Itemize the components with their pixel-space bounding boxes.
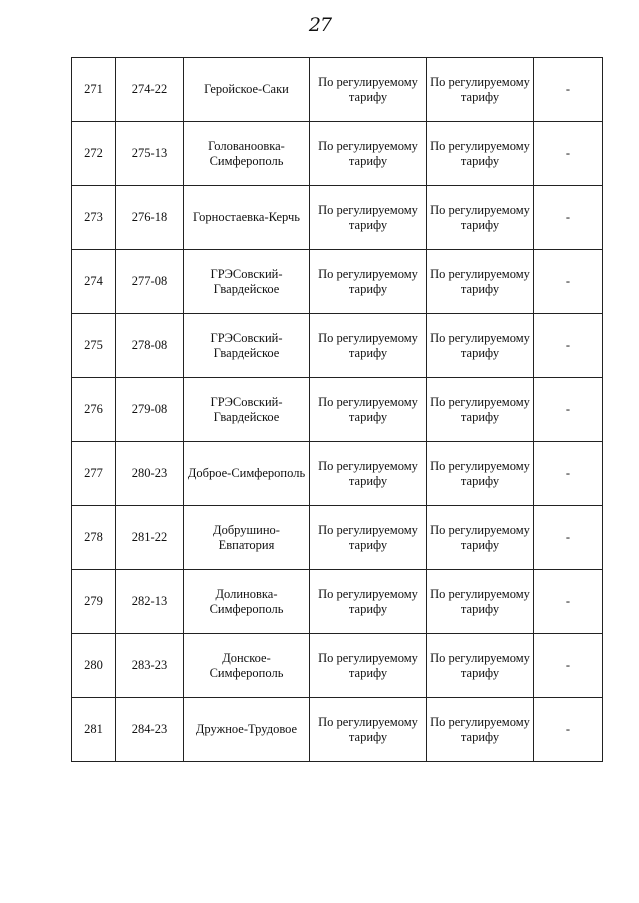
- route-name-cell: Дружное-Трудовое: [184, 698, 310, 762]
- tariff-cell: По регулируемому тарифу: [427, 378, 534, 442]
- tariff-cell: По регулируемому тарифу: [427, 250, 534, 314]
- table-row: [72, 698, 603, 762]
- row-number-cell: 277: [72, 442, 116, 506]
- registration-number-cell: 279-08: [116, 378, 184, 442]
- registration-number-cell: 282-13: [116, 570, 184, 634]
- dash-cell: -: [534, 570, 603, 634]
- table-row: [72, 250, 603, 314]
- route-name-cell: Доброе-Симферополь: [184, 442, 310, 506]
- registration-number-cell: 276-18: [116, 186, 184, 250]
- route-name-cell: Горностаевка-Керчь: [184, 186, 310, 250]
- tariff-cell: По регулируемому тарифу: [310, 122, 427, 186]
- registration-number-cell: 281-22: [116, 506, 184, 570]
- tariff-cell: По регулируемому тарифу: [427, 570, 534, 634]
- dash-cell: -: [534, 378, 603, 442]
- page-number: 27: [308, 14, 332, 36]
- route-name-cell: ГРЭСовский-Гвардейское: [184, 314, 310, 378]
- registration-number-cell: 274-22: [116, 58, 184, 122]
- dash-cell: -: [534, 698, 603, 762]
- row-number-cell: 275: [72, 314, 116, 378]
- registration-number-cell: 280-23: [116, 442, 184, 506]
- tariff-cell: По регулируемому тарифу: [427, 506, 534, 570]
- registration-number-cell: 275-13: [116, 122, 184, 186]
- dash-cell: -: [534, 250, 603, 314]
- table-row: [72, 442, 603, 506]
- row-number-cell: 273: [72, 186, 116, 250]
- row-number-cell: 274: [72, 250, 116, 314]
- table-row: [72, 570, 603, 634]
- dash-cell: -: [534, 58, 603, 122]
- route-name-cell: Голованоовка-Симферополь: [184, 122, 310, 186]
- dash-cell: -: [534, 186, 603, 250]
- route-name-cell: Добрушино-Евпатория: [184, 506, 310, 570]
- table-row: [72, 186, 603, 250]
- registration-number-cell: 283-23: [116, 634, 184, 698]
- dash-cell: -: [534, 122, 603, 186]
- route-name-cell: ГРЭСовский-Гвардейское: [184, 378, 310, 442]
- dash-cell: -: [534, 314, 603, 378]
- tariff-cell: По регулируемому тарифу: [427, 698, 534, 762]
- tariff-cell: По регулируемому тарифу: [310, 634, 427, 698]
- route-name-cell: ГРЭСовский-Гвардейское: [184, 250, 310, 314]
- row-number-cell: 271: [72, 58, 116, 122]
- tariff-cell: По регулируемому тарифу: [310, 506, 427, 570]
- dash-cell: -: [534, 634, 603, 698]
- tariff-cell: По регулируемому тарифу: [310, 378, 427, 442]
- table-row: [72, 634, 603, 698]
- registration-number-cell: 284-23: [116, 698, 184, 762]
- table-row: [72, 122, 603, 186]
- row-number-cell: 280: [72, 634, 116, 698]
- row-number-cell: 281: [72, 698, 116, 762]
- tariff-cell: По регулируемому тарифу: [310, 314, 427, 378]
- tariff-cell: По регулируемому тарифу: [427, 442, 534, 506]
- route-name-cell: Геройское-Саки: [184, 58, 310, 122]
- tariff-cell: По регулируемому тарифу: [310, 186, 427, 250]
- table-row: [72, 58, 603, 122]
- tariff-cell: По регулируемому тарифу: [427, 58, 534, 122]
- tariff-cell: По регулируемому тарифу: [427, 634, 534, 698]
- registration-number-cell: 277-08: [116, 250, 184, 314]
- tariff-cell: По регулируемому тарифу: [310, 570, 427, 634]
- row-number-cell: 279: [72, 570, 116, 634]
- table-row: [72, 378, 603, 442]
- tariff-cell: По регулируемому тарифу: [427, 186, 534, 250]
- routes-table-body: [72, 58, 603, 762]
- tariff-cell: По регулируемому тарифу: [310, 698, 427, 762]
- table-row: [72, 506, 603, 570]
- tariff-cell: По регулируемому тарифу: [427, 122, 534, 186]
- row-number-cell: 278: [72, 506, 116, 570]
- dash-cell: -: [534, 506, 603, 570]
- tariff-cell: По регулируемому тарифу: [310, 442, 427, 506]
- table-row: [72, 314, 603, 378]
- tariff-cell: По регулируемому тарифу: [427, 314, 534, 378]
- registration-number-cell: 278-08: [116, 314, 184, 378]
- row-number-cell: 272: [72, 122, 116, 186]
- tariff-cell: По регулируемому тарифу: [310, 250, 427, 314]
- route-name-cell: Донское-Симферополь: [184, 634, 310, 698]
- tariff-cell: По регулируемому тарифу: [310, 58, 427, 122]
- routes-table: [71, 57, 603, 762]
- row-number-cell: 276: [72, 378, 116, 442]
- dash-cell: -: [534, 442, 603, 506]
- route-name-cell: Долиновка-Симферополь: [184, 570, 310, 634]
